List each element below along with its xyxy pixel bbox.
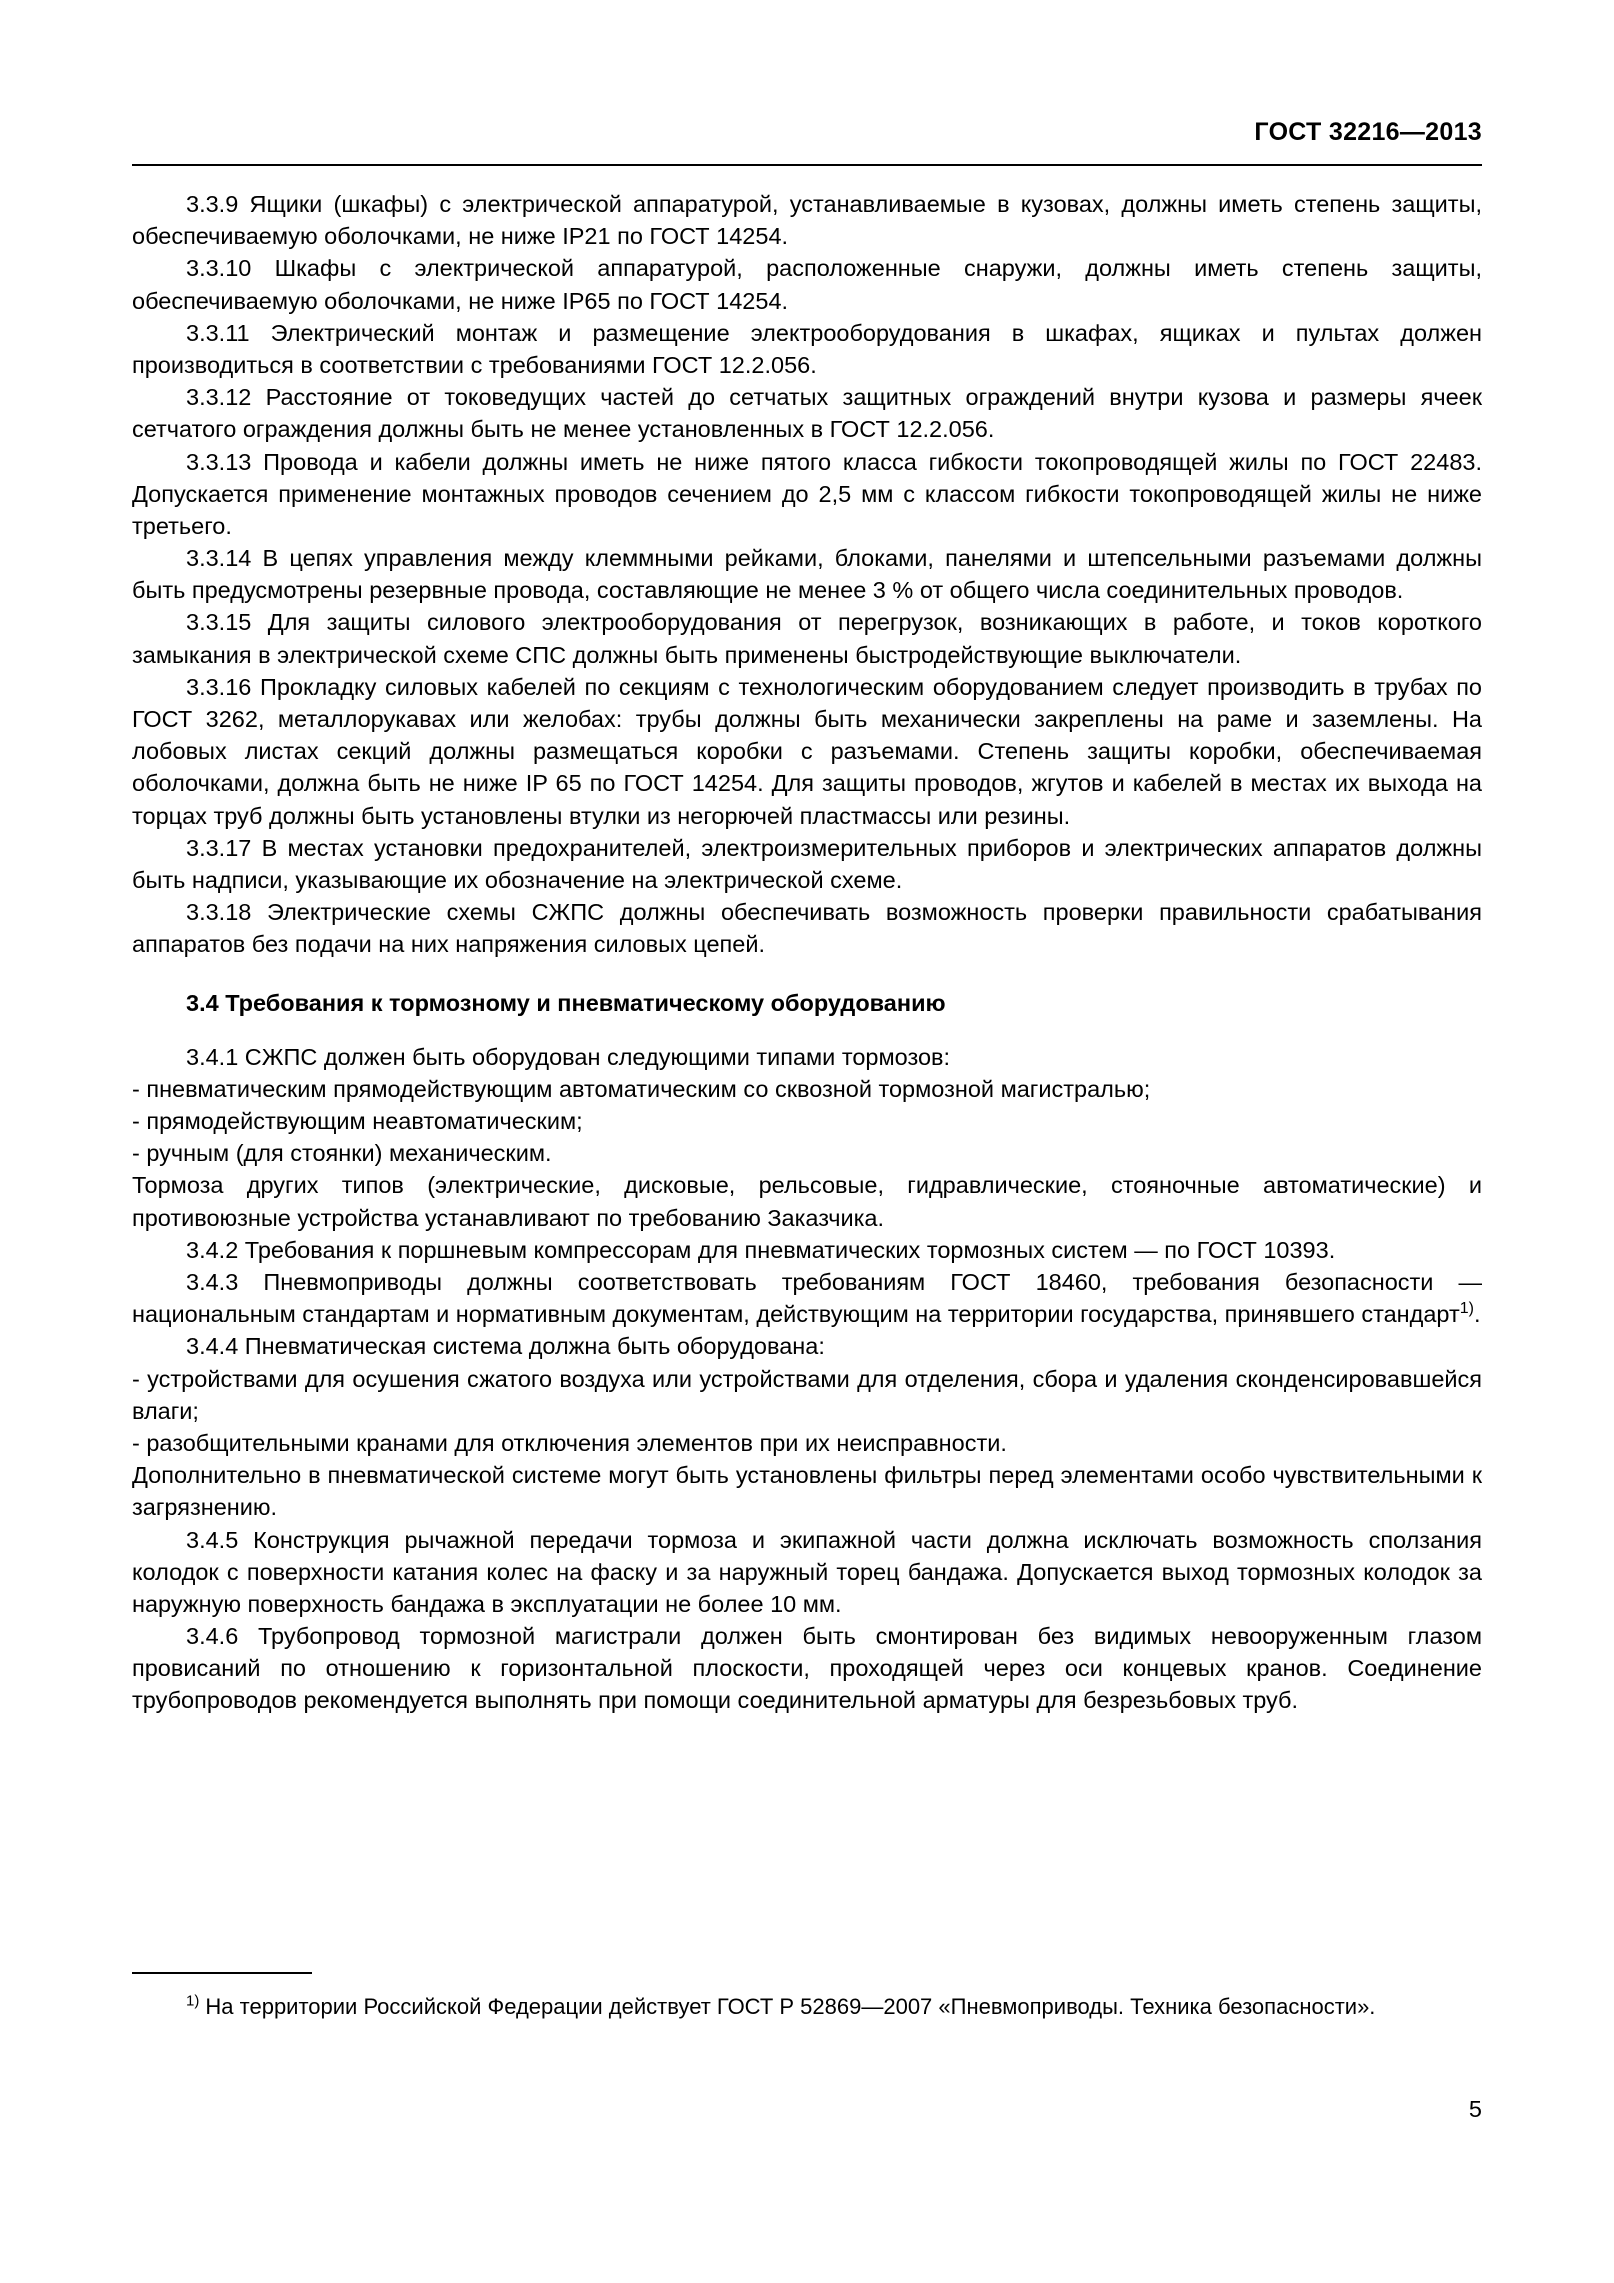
section-heading-3-4: 3.4 Требования к тормозному и пневматическому оборудованию [186,989,946,1016]
paragraph-3-3-9: 3.3.9 Ящики (шкафы) с электрической аппаратурой, устанавливаемые в кузовах, должны иметь степень защиты, обеспечиваемую оболочками, не ниже IP21 по ГОСТ 14254. [132,191,1482,250]
footnote-area [132,1972,1482,2021]
paragraph-3-3-15: 3.3.15 Для защиты силового электрооборудования от перегрузок, возникающих в работе, и токов короткого замыкания в электрической схеме СПС должны быть применены быстродействующие выключатели. [132,609,1482,668]
document-body [132,188,1482,1717]
footnote-marker: 1) [186,1992,200,2010]
list-item-brake-type-3: - ручным (для стоянки) механическим. [132,1140,552,1167]
footnote-text: На территории Российской Федерации действует ГОСТ Р 52869—2007 «Пневмоприводы. Техника безопасности». [199,1993,1376,2019]
paragraph-3-4-2: 3.4.2 Требования к поршневым компрессорам для пневматических тормозных систем — по ГОСТ 10393. [186,1236,1336,1263]
paragraph-3-3-13: 3.3.13 Провода и кабели должны иметь не ниже пятого класса гибкости токопроводящей жилы по ГОСТ 22483. Допускается применение монтажных проводов сечением до 2,5 мм с классом гибкости токопроводящей жилы не ниже третьего. [132,448,1482,539]
paragraph-3-3-17: 3.3.17 В местах установки предохранителей, электроизмерительных приборов и электрических аппаратов должны быть надписи, указывающие их обозначение на электрической схеме. [132,834,1482,893]
paragraph-3-4-3 [132,1266,1482,1330]
paragraph-3-4-3-text: 3.4.3 Пневмоприводы должны соответствовать требованиям ГОСТ 18460, требования безопасности — национальным стандартам и нормативным документам, действующим на территории государства, принявшего стандарт [132,1269,1482,1328]
paragraph-3-4-6: 3.4.6 Трубопровод тормозной магистрали должен быть смонтирован без видимых невооруженным глазом провисаний по отношению к горизонтальной плоскости, проходящей через оси концевых кранов. Соединение трубопроводов рекомендуется выполнять при помощи соединительной арматуры для безрезьбовых труб. [132,1623,1482,1714]
paragraph-3-3-18: 3.3.18 Электрические схемы СЖПС должны обеспечивать возможность проверки правильности срабатывания аппаратов без подачи на них напряжения силовых цепей. [132,899,1482,958]
footnote-1 [132,1992,1482,2022]
paragraph-other-brake-types: Тормоза других типов (электрические, дисковые, рельсовые, гидравлические, стояночные автоматические) и противоюзные устройства устанавливают по требованию Заказчика. [132,1172,1482,1231]
paragraph-3-4-1: 3.4.1 СЖПС должен быть оборудован следующими типами тормозов: [186,1043,951,1070]
page-header-standard-number: ГОСТ 32216—2013 [1254,118,1482,146]
list-item-brake-type-1: - пневматическим прямодействующим автоматическим со сквозной тормозной магистралью; [132,1075,1151,1102]
footnote-divider [132,1972,312,1974]
footnote-reference-marker: 1) [1459,1300,1474,1318]
list-item-pneumatic-1: - устройствами для осушения сжатого воздуха или устройствами для отделения, сбора и удаления сконденсировавшейся влаги; [132,1365,1482,1424]
header-divider [132,164,1482,166]
paragraph-3-3-10: 3.3.10 Шкафы с электрической аппаратурой, расположенные снаружи, должны иметь степень защиты, обеспечиваемую оболочками, не ниже IP65 по ГОСТ 14254. [132,255,1482,314]
paragraph-3-4-5: 3.4.5 Конструкция рычажной передачи тормоза и экипажной части должна исключать возможность сползания колодок с поверхности катания колес на фаску и за наружный торец бандажа. Допускается выход тормозных колодок за наружную поверхность бандажа в эксплуатации не более 10 мм. [132,1526,1482,1617]
paragraph-3-4-4: 3.4.4 Пневматическая система должна быть оборудована: [186,1333,825,1360]
paragraph-3-3-14: 3.3.14 В цепях управления между клеммными рейками, блоками, панелями и штепсельными разъемами должны быть предусмотрены резервные провода, составляющие не менее 3 % от общего числа соединительных проводов. [132,545,1482,604]
list-item-brake-type-2: - прямодействующим неавтоматическим; [132,1108,583,1135]
paragraph-3-4-3-tail: . [1473,1301,1481,1328]
paragraph-3-3-16: 3.3.16 Прокладку силовых кабелей по секциям с технологическим оборудованием следует производить в трубах по ГОСТ 3262, металлорукавах или желобах: трубы должны быть механически закреплены на раме и заземлены. На лобовых листах секций должны размещаться коробки с разъемами. Степень защиты коробки, обеспечиваемая оболочками, должна быть не ниже IP 65 по ГОСТ 14254. Для защиты проводов, жгутов и кабелей в местах их выхода на торцах труб должны быть установлены втулки из негорючей пластмассы или резины. [132,673,1482,829]
paragraph-3-3-12: 3.3.12 Расстояние от токоведущих частей до сетчатых защитных ограждений внутри кузова и размеры ячеек сетчатого ограждения должны быть не менее установленных в ГОСТ 12.2.056. [132,384,1482,443]
paragraph-filters-note: Дополнительно в пневматической системе могут быть установлены фильтры перед элементами особо чувствительными к загрязнению. [132,1462,1482,1521]
page-number: 5 [1468,2096,1482,2122]
list-item-pneumatic-2: - разобщительными кранами для отключения элементов при их неисправности. [132,1429,1007,1456]
paragraph-3-3-11: 3.3.11 Электрический монтаж и размещение электрооборудования в шкафах, ящиках и пультах должен производиться в соответствии с требованиями ГОСТ 12.2.056. [132,319,1482,378]
